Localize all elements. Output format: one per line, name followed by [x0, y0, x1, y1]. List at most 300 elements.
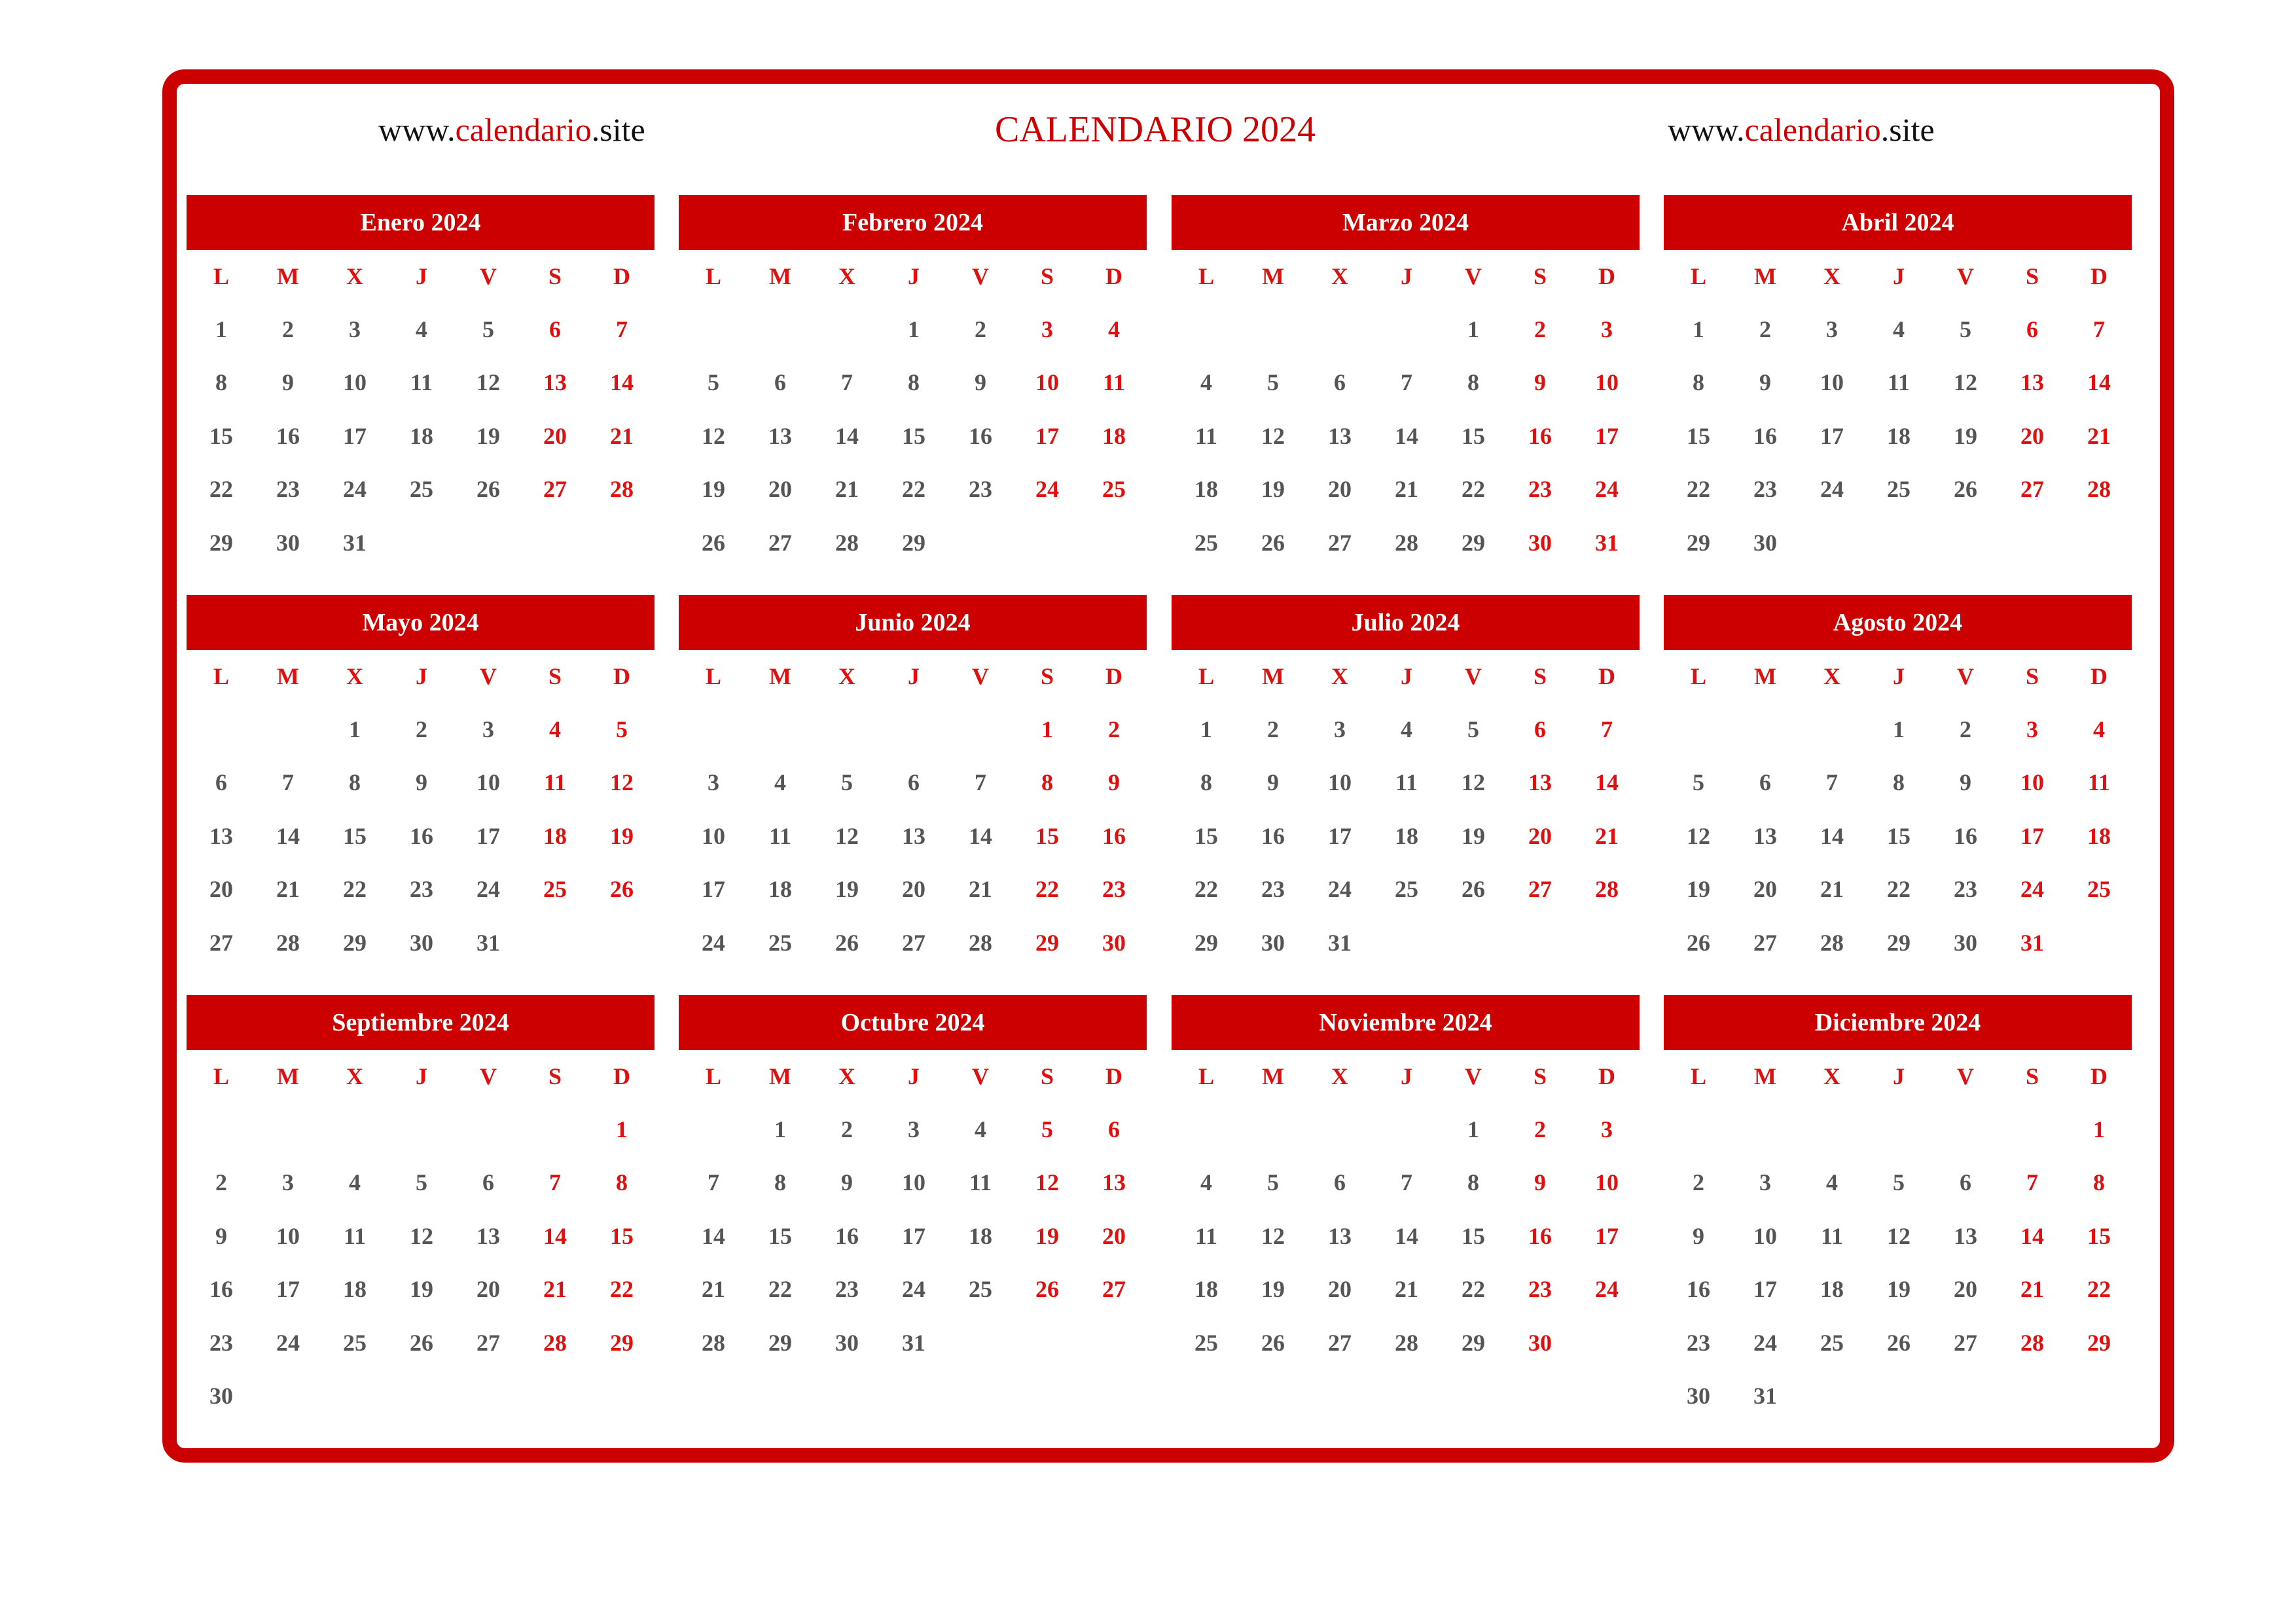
day-cell: 25: [2087, 876, 2111, 903]
day-cell: 2: [1960, 716, 1971, 742]
day-cell: 1: [1467, 1116, 1479, 1142]
day-cell: 12: [835, 822, 859, 849]
day-cell: 4: [1826, 1169, 1838, 1196]
day-cell: 13: [1102, 1169, 1126, 1196]
day-cell: 4: [1108, 316, 1120, 342]
day-cell: 13: [476, 1222, 500, 1249]
day-cell: 31: [1595, 529, 1619, 556]
day-cell: 28: [543, 1329, 567, 1356]
day-cell: 22: [1887, 876, 1910, 903]
day-cell: 18: [1887, 422, 1910, 449]
month-block: [187, 995, 655, 1423]
day-cell: 29: [1194, 929, 1218, 956]
empty-cell: [880, 702, 947, 756]
day-cell: 3: [482, 716, 494, 742]
day-cell: 13: [1328, 1222, 1352, 1249]
weekday-label: L: [705, 1063, 721, 1089]
day-cell: 18: [410, 422, 433, 449]
day-cell: 13: [543, 369, 567, 396]
day-cell: 16: [1954, 822, 1977, 849]
empty-cell: [947, 702, 1014, 756]
day-cell: 15: [2087, 1222, 2111, 1249]
day-cell: 16: [410, 822, 433, 849]
day-cell: 17: [1595, 422, 1619, 449]
weekday-label: J: [908, 663, 920, 689]
day-cell: 14: [835, 422, 859, 449]
weekday-label: L: [213, 1063, 229, 1089]
day-cell: 30: [1528, 1329, 1552, 1356]
day-cell: 28: [1820, 929, 1844, 956]
month-header: Agosto 2024: [1664, 595, 2132, 650]
day-cell: 9: [1108, 769, 1120, 796]
day-cell: 21: [702, 1276, 725, 1303]
empty-cell: [1865, 1103, 1932, 1156]
day-cell: 31: [343, 529, 367, 556]
day-cell: 10: [276, 1222, 300, 1249]
day-cell: 16: [1528, 1222, 1552, 1249]
day-cell: 24: [1595, 1276, 1619, 1303]
day-cell: 12: [610, 769, 634, 796]
weekday-label: D: [613, 263, 630, 289]
month-block: [679, 995, 1147, 1370]
day-cell: 16: [276, 422, 300, 449]
weekday-label: L: [705, 263, 721, 289]
month-header: Abril 2024: [1664, 195, 2132, 250]
day-cell: 29: [768, 1329, 792, 1356]
day-cell: 24: [1595, 476, 1619, 503]
day-cell: 24: [902, 1276, 925, 1303]
day-cell: 10: [343, 369, 367, 396]
day-cell: 4: [349, 1169, 361, 1196]
month-header: Junio 2024: [679, 595, 1147, 650]
day-cell: 1: [616, 1116, 628, 1142]
empty-cell: [1799, 702, 1865, 756]
day-cell: 15: [1194, 822, 1218, 849]
day-cell: 10: [1328, 769, 1352, 796]
day-cell: 18: [1820, 1276, 1844, 1303]
weekday-label: M: [277, 263, 299, 289]
day-cell: 20: [1753, 876, 1777, 903]
day-cell: 26: [1687, 929, 1710, 956]
day-cell: 1: [349, 716, 361, 742]
empty-cell: [1173, 302, 1240, 356]
empty-cell: [1732, 1103, 1799, 1156]
day-cell: 22: [1035, 876, 1059, 903]
day-cell: 13: [902, 822, 925, 849]
weekday-label: D: [1105, 263, 1122, 289]
day-cell: 23: [835, 1276, 859, 1303]
weekday-label: S: [2025, 663, 2039, 689]
day-cell: 9: [1534, 369, 1546, 396]
day-cell: 5: [708, 369, 719, 396]
day-cell: 8: [349, 769, 361, 796]
month-header: Febrero 2024: [679, 195, 1147, 250]
day-cell: 23: [209, 1329, 233, 1356]
day-cell: 21: [835, 476, 859, 503]
day-cell: 27: [1528, 876, 1552, 903]
day-cell: 15: [1035, 822, 1059, 849]
day-cell: 24: [1035, 476, 1059, 503]
day-cell: 21: [1820, 876, 1844, 903]
month-grid: [187, 1050, 655, 1423]
month-block: [1172, 595, 1640, 970]
day-cell: 13: [1753, 822, 1777, 849]
day-cell: 18: [543, 822, 567, 849]
day-cell: 22: [902, 476, 925, 503]
day-cell: 8: [2093, 1169, 2105, 1196]
day-cell: 30: [1261, 929, 1285, 956]
day-cell: 7: [1401, 1169, 1412, 1196]
day-cell: 25: [1102, 476, 1126, 503]
day-cell: 7: [1401, 369, 1412, 396]
day-cell: 27: [1954, 1329, 1977, 1356]
day-cell: 2: [1267, 716, 1279, 742]
month-header: Octubre 2024: [679, 995, 1147, 1050]
day-cell: 13: [1954, 1222, 1977, 1249]
day-cell: 3: [2026, 716, 2038, 742]
day-cell: 21: [1595, 822, 1619, 849]
weekday-label: D: [2090, 663, 2108, 689]
day-cell: 3: [1759, 1169, 1771, 1196]
day-cell: 8: [774, 1169, 786, 1196]
day-cell: 22: [1462, 1276, 1485, 1303]
weekday-label: S: [1040, 263, 1054, 289]
empty-cell: [388, 1103, 455, 1156]
day-cell: 26: [476, 476, 500, 503]
weekday-label: X: [346, 663, 363, 689]
weekday-label: J: [416, 663, 427, 689]
empty-cell: [321, 1103, 388, 1156]
day-cell: 20: [1102, 1222, 1126, 1249]
weekday-label: M: [277, 663, 299, 689]
weekday-label: V: [972, 663, 989, 689]
day-cell: 19: [410, 1276, 433, 1303]
day-cell: 6: [1960, 1169, 1971, 1196]
weekday-label: V: [1957, 1063, 1974, 1089]
month-block: [1664, 595, 2132, 970]
day-cell: 15: [1462, 1222, 1485, 1249]
day-cell: 7: [975, 769, 986, 796]
day-cell: 15: [1462, 422, 1485, 449]
day-cell: 18: [1102, 422, 1126, 449]
day-cell: 20: [1954, 1276, 1977, 1303]
day-cell: 23: [1102, 876, 1126, 903]
day-cell: 28: [276, 929, 300, 956]
day-cell: 11: [1820, 1222, 1843, 1249]
day-cell: 7: [549, 1169, 561, 1196]
day-cell: 2: [975, 316, 986, 342]
day-cell: 17: [702, 876, 725, 903]
day-cell: 30: [1687, 1383, 1710, 1410]
day-cell: 18: [969, 1222, 992, 1249]
day-cell: 10: [702, 822, 725, 849]
day-cell: 29: [343, 929, 367, 956]
day-cell: 4: [549, 716, 561, 742]
day-cell: 14: [610, 369, 634, 396]
day-cell: 8: [908, 369, 920, 396]
weekday-label: X: [838, 663, 855, 689]
weekday-label: J: [1893, 263, 1905, 289]
day-cell: 20: [902, 876, 925, 903]
day-cell: 29: [1462, 1329, 1485, 1356]
day-cell: 26: [1462, 876, 1485, 903]
day-cell: 4: [975, 1116, 986, 1142]
day-cell: 26: [1261, 1329, 1285, 1356]
day-cell: 1: [1041, 716, 1053, 742]
day-cell: 13: [1328, 422, 1352, 449]
day-cell: 23: [1528, 1276, 1552, 1303]
day-cell: 12: [1954, 369, 1977, 396]
day-cell: 28: [969, 929, 992, 956]
day-cell: 27: [1753, 929, 1777, 956]
day-cell: 12: [1261, 422, 1285, 449]
day-cell: 19: [610, 822, 634, 849]
day-cell: 4: [2093, 716, 2105, 742]
day-cell: 31: [902, 1329, 925, 1356]
weekday-label: V: [480, 663, 497, 689]
day-cell: 7: [708, 1169, 719, 1196]
day-cell: 7: [2093, 316, 2105, 342]
day-cell: 30: [1954, 929, 1977, 956]
day-cell: 16: [1687, 1276, 1710, 1303]
day-cell: 21: [610, 422, 634, 449]
weekday-label: J: [416, 1063, 427, 1089]
day-cell: 1: [1693, 316, 1704, 342]
month-grid: [679, 250, 1147, 570]
day-cell: 24: [702, 929, 725, 956]
empty-cell: [1306, 302, 1373, 356]
day-cell: 25: [1820, 1329, 1844, 1356]
month-grid: [187, 250, 655, 570]
weekday-label: X: [346, 1063, 363, 1089]
day-cell: 11: [2087, 769, 2110, 796]
day-cell: 25: [343, 1329, 367, 1356]
day-cell: 2: [841, 1116, 853, 1142]
month-block: [187, 195, 655, 570]
weekday-label: S: [2025, 1063, 2039, 1089]
day-cell: 7: [282, 769, 294, 796]
day-cell: 22: [1687, 476, 1710, 503]
day-cell: 5: [841, 769, 853, 796]
day-cell: 17: [2020, 822, 2044, 849]
month-block: [679, 195, 1147, 570]
empty-cell: [188, 702, 255, 756]
day-cell: 26: [410, 1329, 433, 1356]
day-cell: 12: [1687, 822, 1710, 849]
weekday-label: D: [1598, 1063, 1615, 1089]
day-cell: 14: [969, 822, 992, 849]
weekday-label: D: [613, 1063, 630, 1089]
weekday-label: X: [1331, 263, 1348, 289]
day-cell: 5: [482, 316, 494, 342]
day-cell: 5: [416, 1169, 427, 1196]
day-cell: 9: [1960, 769, 1971, 796]
weekday-label: M: [1754, 1063, 1776, 1089]
day-cell: 25: [969, 1276, 992, 1303]
empty-cell: [1306, 1103, 1373, 1156]
empty-cell: [1799, 1103, 1865, 1156]
weekday-label: V: [972, 263, 989, 289]
day-cell: 26: [1954, 476, 1977, 503]
weekday-label: L: [1198, 1063, 1214, 1089]
day-cell: 19: [1687, 876, 1710, 903]
day-cell: 27: [1102, 1276, 1126, 1303]
day-cell: 25: [410, 476, 433, 503]
day-cell: 23: [276, 476, 300, 503]
day-cell: 3: [908, 1116, 920, 1142]
weekday-label: X: [346, 263, 363, 289]
weekday-label: X: [1823, 1063, 1840, 1089]
day-cell: 2: [1108, 716, 1120, 742]
day-cell: 29: [2087, 1329, 2111, 1356]
day-cell: 3: [282, 1169, 294, 1196]
empty-cell: [1373, 1103, 1440, 1156]
day-cell: 6: [1334, 1169, 1346, 1196]
day-cell: 28: [1595, 876, 1619, 903]
site-url-left[interactable]: www.calendario.site: [378, 111, 645, 148]
day-cell: 31: [1328, 929, 1352, 956]
day-cell: 17: [343, 422, 367, 449]
day-cell: 10: [1035, 369, 1059, 396]
day-cell: 4: [1200, 1169, 1212, 1196]
day-cell: 17: [276, 1276, 300, 1303]
month-block: [1172, 995, 1640, 1370]
weekday-label: X: [1823, 663, 1840, 689]
day-cell: 8: [1467, 1169, 1479, 1196]
empty-cell: [680, 302, 747, 356]
weekday-label: S: [1533, 263, 1547, 289]
day-cell: 29: [1687, 529, 1710, 556]
weekday-label: V: [1465, 663, 1482, 689]
day-cell: 9: [1693, 1222, 1704, 1249]
month-block: [187, 595, 655, 970]
day-cell: 5: [1041, 1116, 1053, 1142]
day-cell: 29: [902, 529, 925, 556]
weekday-label: S: [548, 1063, 562, 1089]
day-cell: 28: [2020, 1329, 2044, 1356]
day-cell: 31: [1753, 1383, 1777, 1410]
weekday-label: M: [1262, 663, 1284, 689]
day-cell: 27: [476, 1329, 500, 1356]
day-cell: 27: [2020, 476, 2044, 503]
day-cell: 23: [1261, 876, 1285, 903]
day-cell: 17: [902, 1222, 925, 1249]
day-cell: 1: [1467, 316, 1479, 342]
weekday-label: J: [908, 1063, 920, 1089]
day-cell: 26: [835, 929, 859, 956]
day-cell: 26: [1261, 529, 1285, 556]
day-cell: 28: [1395, 529, 1418, 556]
day-cell: 23: [1954, 876, 1977, 903]
day-cell: 14: [1820, 822, 1844, 849]
day-cell: 11: [1194, 1222, 1217, 1249]
day-cell: 13: [768, 422, 792, 449]
day-cell: 17: [1035, 422, 1059, 449]
day-cell: 19: [1462, 822, 1485, 849]
day-cell: 12: [1261, 1222, 1285, 1249]
day-cell: 2: [215, 1169, 227, 1196]
day-cell: 22: [768, 1276, 792, 1303]
day-cell: 15: [1687, 422, 1710, 449]
day-cell: 16: [209, 1276, 233, 1303]
day-cell: 28: [702, 1329, 725, 1356]
weekday-label: D: [2090, 263, 2108, 289]
day-cell: 21: [543, 1276, 567, 1303]
weekday-label: V: [1465, 1063, 1482, 1089]
day-cell: 24: [1753, 1329, 1777, 1356]
weekday-label: J: [1893, 663, 1905, 689]
day-cell: 10: [1595, 1169, 1619, 1196]
day-cell: 2: [282, 316, 294, 342]
day-cell: 22: [2087, 1276, 2111, 1303]
weekday-label: J: [1893, 1063, 1905, 1089]
month-grid: [679, 650, 1147, 970]
day-cell: 7: [2026, 1169, 2038, 1196]
day-cell: 12: [476, 369, 500, 396]
day-cell: 17: [1820, 422, 1844, 449]
day-cell: 23: [1753, 476, 1777, 503]
day-cell: 14: [2087, 369, 2111, 396]
weekday-label: S: [548, 263, 562, 289]
day-cell: 24: [1328, 876, 1352, 903]
day-cell: 25: [1395, 876, 1418, 903]
day-cell: 14: [543, 1222, 567, 1249]
day-cell: 30: [410, 929, 433, 956]
day-cell: 18: [1194, 1276, 1218, 1303]
day-cell: 14: [1395, 422, 1418, 449]
empty-cell: [747, 702, 814, 756]
day-cell: 8: [1200, 769, 1212, 796]
day-cell: 6: [1334, 369, 1346, 396]
day-cell: 21: [969, 876, 992, 903]
day-cell: 25: [1887, 476, 1910, 503]
weekday-label: D: [613, 663, 630, 689]
day-cell: 29: [610, 1329, 634, 1356]
weekday-label: M: [1754, 263, 1776, 289]
day-cell: 26: [1887, 1329, 1910, 1356]
empty-cell: [1932, 1103, 1999, 1156]
day-cell: 8: [1041, 769, 1053, 796]
day-cell: 19: [1261, 1276, 1285, 1303]
day-cell: 3: [1601, 316, 1613, 342]
day-cell: 18: [343, 1276, 367, 1303]
day-cell: 19: [835, 876, 859, 903]
day-cell: 23: [1687, 1329, 1710, 1356]
empty-cell: [680, 702, 747, 756]
site-url-right[interactable]: www.calendario.site: [1668, 111, 1935, 148]
day-cell: 14: [276, 822, 300, 849]
month-grid: [1172, 1050, 1640, 1370]
day-cell: 6: [2026, 316, 2038, 342]
day-cell: 6: [482, 1169, 494, 1196]
day-cell: 14: [702, 1222, 725, 1249]
day-cell: 21: [1395, 476, 1418, 503]
day-cell: 16: [1102, 822, 1126, 849]
day-cell: 15: [768, 1222, 792, 1249]
day-cell: 5: [1267, 1169, 1279, 1196]
day-cell: 20: [768, 476, 792, 503]
day-cell: 24: [276, 1329, 300, 1356]
empty-cell: [747, 302, 814, 356]
day-cell: 14: [2020, 1222, 2044, 1249]
day-cell: 29: [1887, 929, 1910, 956]
day-cell: 5: [616, 716, 628, 742]
weekday-label: S: [1533, 1063, 1547, 1089]
day-cell: 1: [215, 316, 227, 342]
day-cell: 20: [476, 1276, 500, 1303]
weekday-label: S: [2025, 263, 2039, 289]
weekday-label: L: [213, 663, 229, 689]
